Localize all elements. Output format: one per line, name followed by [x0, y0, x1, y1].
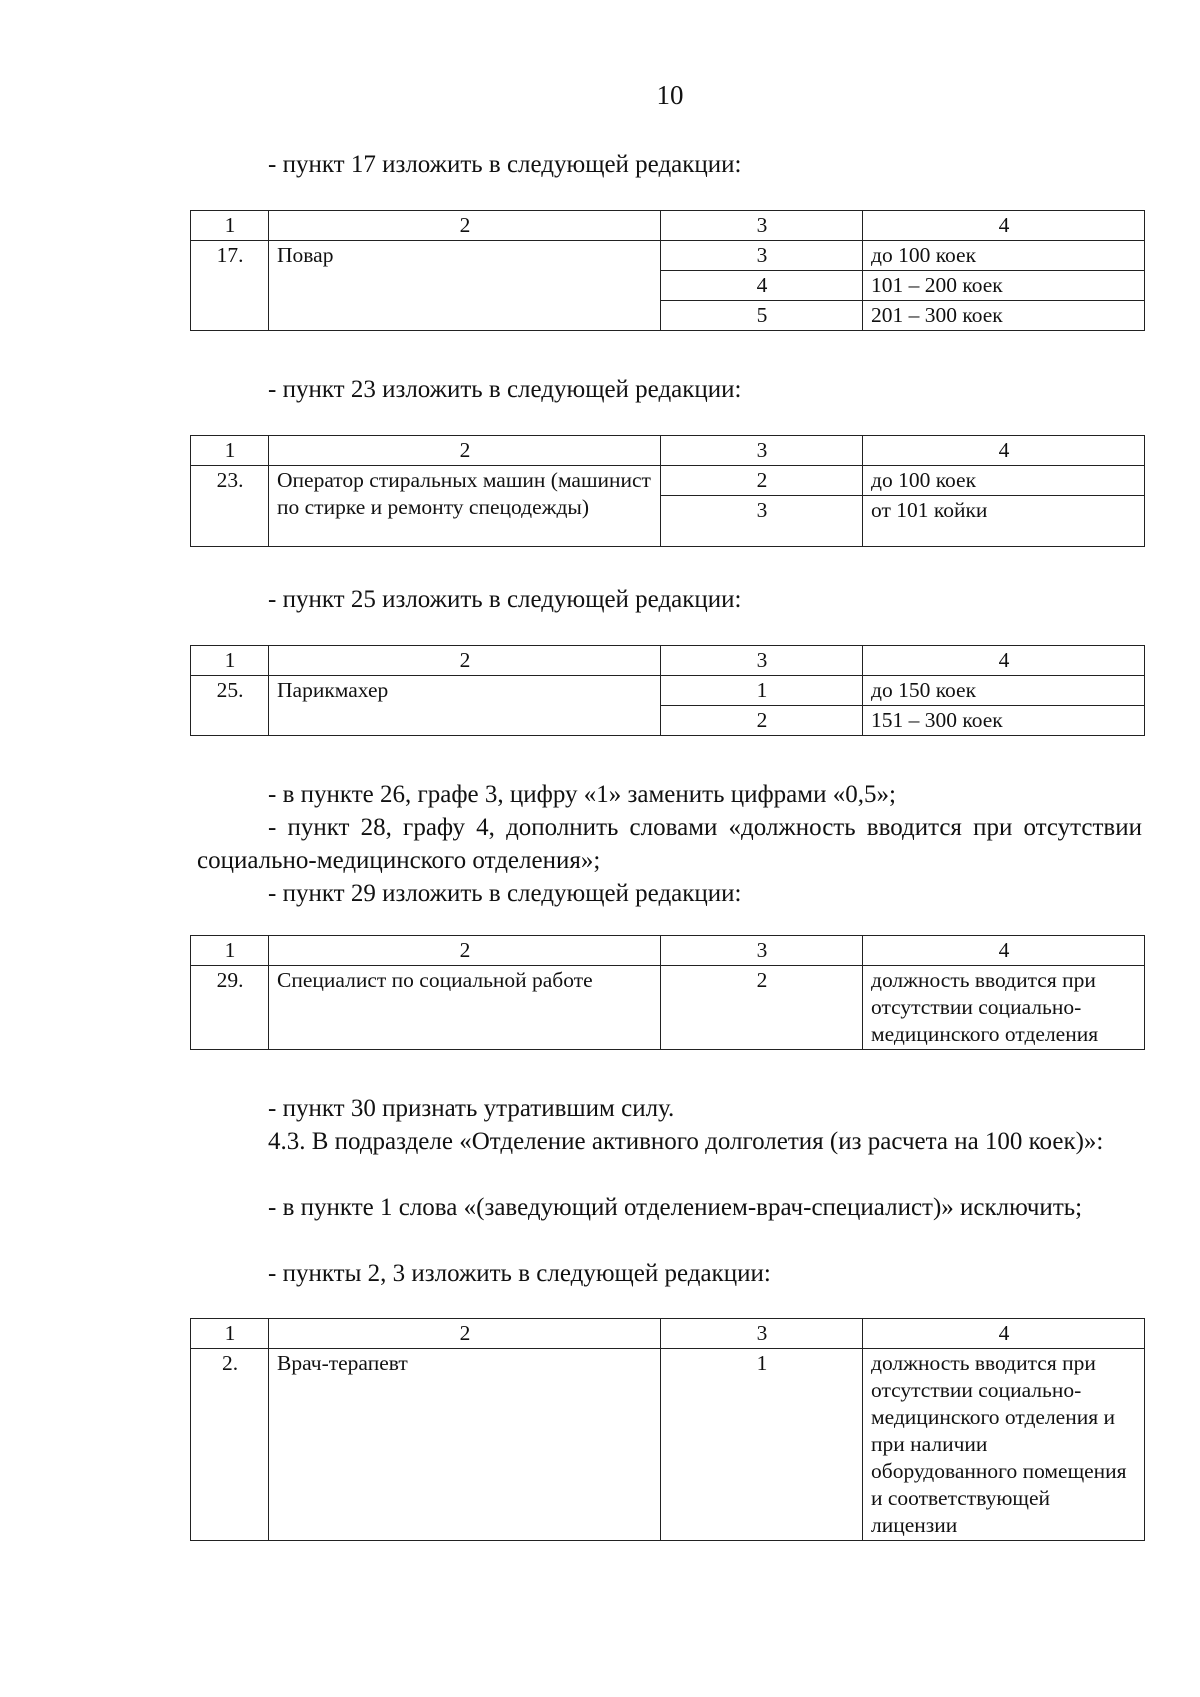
staff-count: 2 [661, 706, 863, 736]
item-number: 2. [191, 1349, 269, 1541]
header-cell: 4 [863, 436, 1145, 466]
table-row [191, 466, 1145, 496]
table-row [191, 966, 1145, 1050]
staff-count: 5 [661, 301, 863, 331]
header-cell: 2 [269, 646, 661, 676]
position-name: Повар [269, 241, 661, 331]
intro-paragraph-17: - пункт 17 изложить в следующей редакции: [268, 151, 742, 178]
intro-paragraph-2-3: - пункты 2, 3 изложить в следующей редакции: [268, 1260, 771, 1287]
header-cell: 3 [661, 211, 863, 241]
header-cell: 2 [269, 436, 661, 466]
header-cell: 1 [191, 936, 269, 966]
header-cell: 1 [191, 211, 269, 241]
position-name: Специалист по социальной работе [269, 966, 661, 1050]
bed-range: 151 – 300 коек [863, 706, 1145, 736]
intro-paragraph-25: - пункт 25 изложить в следующей редакции: [268, 586, 742, 613]
header-cell: 4 [863, 646, 1145, 676]
staff-count: 4 [661, 271, 863, 301]
staff-count: 2 [661, 966, 863, 1050]
bed-range: 101 – 200 коек [863, 271, 1145, 301]
table-row [191, 1349, 1145, 1541]
table-header-row [191, 646, 1145, 676]
staff-count: 3 [661, 496, 863, 547]
condition-note: должность вводится при отсутствии социально-медицинского отделения [863, 966, 1145, 1050]
paragraph-item-26: - в пункте 26, графе 3, цифру «1» заменить цифрами «0,5»; [268, 781, 896, 808]
item-number: 23. [191, 466, 269, 547]
table-item-29 [190, 935, 1145, 1050]
table-item-23 [190, 435, 1145, 547]
table-row [191, 676, 1145, 706]
table-item-17 [190, 210, 1145, 331]
header-cell: 2 [269, 936, 661, 966]
header-cell: 4 [863, 211, 1145, 241]
intro-paragraph-23: - пункт 23 изложить в следующей редакции: [268, 376, 742, 403]
table-row [191, 241, 1145, 271]
table-header-row [191, 211, 1145, 241]
bed-range: от 101 койки [863, 496, 1145, 547]
intro-paragraph-29: - пункт 29 изложить в следующей редакции: [268, 880, 742, 907]
header-cell: 2 [269, 211, 661, 241]
header-cell: 3 [661, 936, 863, 966]
header-cell: 4 [863, 1319, 1145, 1349]
header-cell: 3 [661, 1319, 863, 1349]
item-number: 25. [191, 676, 269, 736]
header-cell: 2 [269, 1319, 661, 1349]
header-cell: 3 [661, 436, 863, 466]
condition-note: должность вводится при отсутствии социально-медицинского отделения и при наличии оборудованного помещения и соответствующей лицензии [863, 1349, 1145, 1541]
position-name: Врач-терапевт [269, 1349, 661, 1541]
header-cell: 1 [191, 646, 269, 676]
table-items-2-3 [190, 1318, 1145, 1541]
position-name: Оператор стиральных машин (машинист по стирке и ремонту спецодежды) [269, 466, 661, 547]
paragraph-item-30: - пункт 30 признать утратившим силу. [268, 1095, 675, 1122]
paragraph-subsection-4-3: 4.3. В подразделе «Отделение активного долголетия (из расчета на 100 коек)»: [268, 1128, 1104, 1155]
staff-count: 1 [661, 1349, 863, 1541]
paragraph-item-28: - пункт 28, графу 4, дополнить словами «должность вводится при отсутствии социально-медицинского отделения»; [197, 814, 1142, 874]
position-name: Парикмахер [269, 676, 661, 736]
bed-range: до 100 коек [863, 241, 1145, 271]
page-number: 10 [656, 80, 684, 110]
item-number: 29. [191, 966, 269, 1050]
table-header-row [191, 1319, 1145, 1349]
staff-count: 3 [661, 241, 863, 271]
header-cell: 1 [191, 436, 269, 466]
bed-range: 201 – 300 коек [863, 301, 1145, 331]
staff-count: 2 [661, 466, 863, 496]
item-number: 17. [191, 241, 269, 331]
table-header-row [191, 436, 1145, 466]
header-cell: 1 [191, 1319, 269, 1349]
header-cell: 3 [661, 646, 863, 676]
bed-range: до 150 коек [863, 676, 1145, 706]
table-item-25 [190, 645, 1145, 736]
staff-count: 1 [661, 676, 863, 706]
table-header-row [191, 936, 1145, 966]
bed-range: до 100 коек [863, 466, 1145, 496]
paragraph-item-1: - в пункте 1 слова «(заведующий отделением-врач-специалист)» исключить; [268, 1194, 1083, 1221]
header-cell: 4 [863, 936, 1145, 966]
